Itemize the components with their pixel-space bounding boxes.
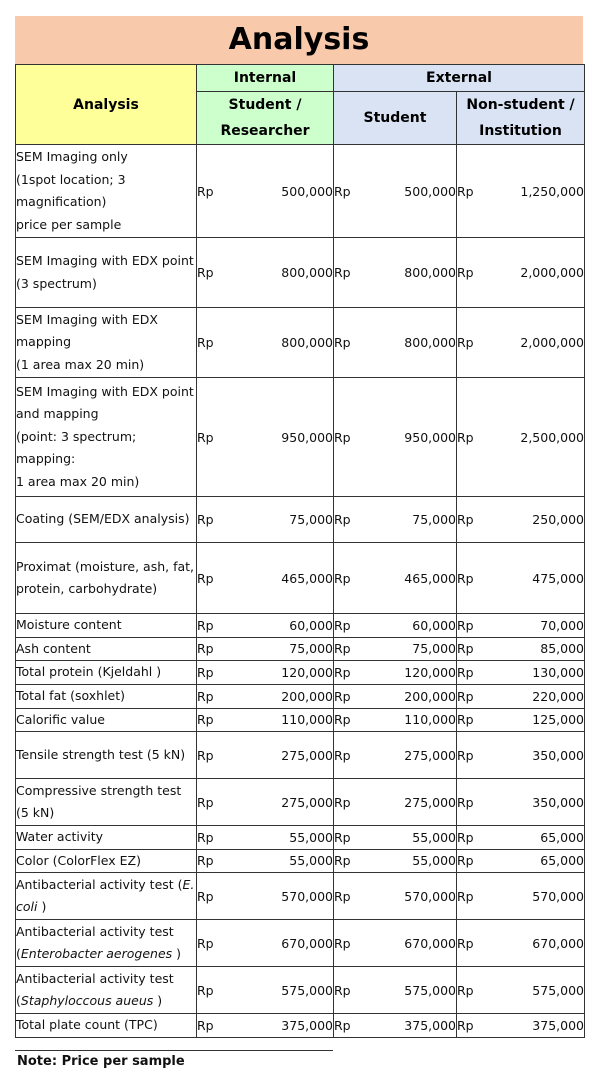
price-value: 70,000 — [540, 617, 584, 633]
price-internal-student — [197, 145, 334, 238]
price-external-student — [334, 1014, 457, 1038]
price-internal-student — [197, 967, 334, 1014]
price-internal-student — [197, 661, 334, 685]
name-text: mapping — [16, 334, 72, 350]
price-value: 350,000 — [532, 747, 584, 763]
price-value: 2,000,000 — [520, 335, 584, 350]
price-value: 200,000 — [404, 688, 456, 704]
price-value: 1,250,000 — [520, 183, 584, 199]
currency-label: Rp — [197, 982, 214, 998]
table-row — [16, 378, 585, 497]
currency-label: Rp — [334, 641, 351, 657]
note-divider — [15, 1050, 333, 1051]
price-internal-student — [197, 378, 334, 497]
currency-label: Rp — [457, 829, 474, 845]
price-value: 120,000 — [404, 665, 456, 680]
name-text: (point: 3 spectrum; mapping: — [16, 428, 137, 467]
page-title: Analysis — [15, 16, 583, 64]
name-text: ( — [16, 993, 21, 1008]
analysis-name — [16, 873, 197, 920]
price-value: 75,000 — [412, 512, 456, 527]
column-header-external-nonstudent — [457, 92, 585, 145]
header-line: Non-student / — [466, 97, 575, 113]
table-row — [16, 637, 585, 661]
currency-label: Rp — [457, 688, 474, 704]
price-value: 670,000 — [404, 935, 456, 951]
analysis-name — [16, 732, 197, 779]
currency-label: Rp — [457, 617, 474, 633]
price-value: 500,000 — [404, 183, 456, 199]
name-text: (3 spectrum) — [16, 275, 97, 291]
price-value: 125,000 — [532, 712, 584, 728]
currency-label: Rp — [457, 1017, 474, 1033]
price-value: 275,000 — [404, 794, 456, 810]
currency-label: Rp — [457, 512, 474, 527]
table-row — [16, 497, 585, 543]
price-external-student — [334, 497, 457, 543]
currency-label: Rp — [334, 747, 351, 763]
currency-label: Rp — [197, 688, 214, 704]
table-body — [16, 145, 585, 1038]
analysis-name — [16, 238, 197, 308]
currency-label: Rp — [457, 935, 474, 951]
price-external-nonstudent — [457, 685, 585, 709]
name-text: SEM Imaging with EDX point — [16, 383, 194, 399]
currency-label: Rp — [197, 853, 214, 869]
currency-label: Rp — [197, 641, 214, 657]
price-external-nonstudent — [457, 920, 585, 967]
name-text: ) — [153, 993, 163, 1008]
price-internal-student — [197, 308, 334, 378]
analysis-name — [16, 497, 197, 543]
price-internal-student — [197, 779, 334, 826]
price-value: 950,000 — [404, 429, 456, 445]
analysis-name — [16, 637, 197, 661]
species-name: Enterobacter aerogenes — [20, 946, 173, 961]
price-internal-student — [197, 637, 334, 661]
price-external-student — [334, 543, 457, 614]
price-external-student — [334, 732, 457, 779]
table-row — [16, 779, 585, 826]
price-external-student — [334, 826, 457, 850]
table-row — [16, 685, 585, 709]
price-external-nonstudent — [457, 145, 585, 238]
price-value: 350,000 — [532, 794, 584, 810]
name-text: magnification) — [16, 194, 107, 209]
currency-label: Rp — [334, 888, 351, 904]
price-value: 110,000 — [281, 712, 333, 728]
price-external-nonstudent — [457, 543, 585, 614]
price-external-nonstudent — [457, 779, 585, 826]
price-value: 130,000 — [532, 665, 584, 680]
price-value: 250,000 — [532, 512, 584, 527]
price-value: 375,000 — [281, 1017, 333, 1033]
price-value: 75,000 — [289, 512, 333, 527]
price-external-student — [334, 661, 457, 685]
price-internal-student — [197, 614, 334, 638]
currency-label: Rp — [334, 429, 351, 445]
currency-label: Rp — [197, 265, 214, 280]
price-value: 570,000 — [281, 888, 333, 904]
currency-label: Rp — [334, 853, 351, 869]
name-text: Antibacterial activity test — [16, 970, 174, 986]
price-value: 60,000 — [412, 617, 456, 633]
currency-label: Rp — [457, 665, 474, 680]
name-text: Total fat (soxhlet) — [16, 688, 126, 703]
analysis-name — [16, 145, 197, 238]
price-internal-student — [197, 849, 334, 873]
table-row — [16, 614, 585, 638]
currency-label: Rp — [334, 617, 351, 633]
table-row — [16, 849, 585, 873]
currency-label: Rp — [457, 982, 474, 998]
price-external-nonstudent — [457, 308, 585, 378]
analysis-name — [16, 1014, 197, 1038]
price-value: 75,000 — [289, 641, 333, 657]
table-row — [16, 826, 585, 850]
price-external-nonstudent — [457, 637, 585, 661]
currency-label: Rp — [334, 265, 351, 280]
currency-label: Rp — [457, 265, 474, 280]
currency-label: Rp — [197, 935, 214, 951]
table-row — [16, 145, 585, 238]
currency-label: Rp — [197, 617, 214, 633]
species-name: coli — [16, 899, 38, 914]
name-text: SEM Imaging only — [16, 149, 128, 164]
price-internal-student — [197, 920, 334, 967]
analysis-name — [16, 543, 197, 614]
name-text: Antibacterial activity test — [16, 923, 174, 939]
price-value: 570,000 — [404, 888, 456, 904]
currency-label: Rp — [197, 747, 214, 763]
name-text: price per sample — [16, 216, 122, 232]
analysis-name — [16, 661, 197, 685]
price-value: 670,000 — [281, 935, 333, 951]
analysis-name — [16, 826, 197, 850]
name-text: (1 area max 20 min) — [16, 356, 145, 372]
name-text: Coating (SEM/EDX analysis) — [16, 511, 190, 527]
currency-label: Rp — [197, 794, 214, 810]
price-value: 475,000 — [532, 570, 584, 586]
price-external-student — [334, 614, 457, 638]
table-row — [16, 308, 585, 378]
table-row — [16, 708, 585, 732]
price-external-nonstudent — [457, 614, 585, 638]
currency-label: Rp — [457, 712, 474, 728]
name-text: Tensile strength test (5 kN) — [16, 746, 186, 762]
currency-label: Rp — [457, 335, 474, 350]
name-text: Water activity — [16, 829, 103, 844]
price-value: 65,000 — [540, 829, 584, 845]
currency-label: Rp — [334, 335, 351, 350]
price-value: 110,000 — [404, 712, 456, 728]
currency-label: Rp — [197, 183, 214, 199]
price-internal-student — [197, 1014, 334, 1038]
price-external-student — [334, 378, 457, 497]
price-external-student — [334, 967, 457, 1014]
price-internal-student — [197, 873, 334, 920]
price-external-nonstudent — [457, 238, 585, 308]
name-text: 1 area max 20 min) — [16, 473, 140, 489]
price-internal-student — [197, 708, 334, 732]
currency-label: Rp — [457, 794, 474, 810]
currency-label: Rp — [197, 429, 214, 445]
column-header-analysis: Analysis — [16, 65, 197, 145]
table-row — [16, 967, 585, 1014]
header-line: Institution — [479, 123, 562, 139]
price-value: 60,000 — [289, 617, 333, 633]
price-value: 800,000 — [281, 335, 333, 350]
price-value: 2,500,000 — [520, 429, 584, 445]
currency-label: Rp — [197, 829, 214, 845]
currency-label: Rp — [334, 829, 351, 845]
price-value: 570,000 — [532, 888, 584, 904]
currency-label: Rp — [457, 183, 474, 199]
price-external-nonstudent — [457, 967, 585, 1014]
analysis-name — [16, 967, 197, 1014]
price-external-student — [334, 145, 457, 238]
price-value: 375,000 — [404, 1017, 456, 1033]
price-value: 65,000 — [540, 853, 584, 869]
name-text: Proximat (moisture, ash, fat, — [16, 558, 195, 574]
price-value: 670,000 — [532, 935, 584, 951]
table-row — [16, 732, 585, 779]
currency-label: Rp — [334, 1017, 351, 1033]
price-external-student — [334, 920, 457, 967]
currency-label: Rp — [457, 570, 474, 586]
name-text: ) — [37, 899, 47, 914]
currency-label: Rp — [197, 712, 214, 728]
price-value: 800,000 — [404, 265, 456, 280]
price-value: 55,000 — [289, 829, 333, 845]
name-text: SEM Imaging with EDX — [16, 311, 158, 327]
analysis-name — [16, 920, 197, 967]
price-external-nonstudent — [457, 1014, 585, 1038]
price-external-student — [334, 685, 457, 709]
price-value: 375,000 — [532, 1017, 584, 1033]
price-internal-student — [197, 543, 334, 614]
name-text: (1spot location; 3 — [16, 171, 126, 187]
price-external-student — [334, 779, 457, 826]
table-row — [16, 543, 585, 614]
price-table — [15, 64, 585, 1038]
price-external-nonstudent — [457, 661, 585, 685]
price-value: 465,000 — [281, 570, 333, 586]
price-value: 55,000 — [412, 853, 456, 869]
table-row — [16, 238, 585, 308]
price-value: 2,000,000 — [520, 265, 584, 280]
analysis-name — [16, 779, 197, 826]
price-external-nonstudent — [457, 497, 585, 543]
price-value: 575,000 — [281, 982, 333, 998]
name-text: Moisture content — [16, 617, 122, 632]
currency-label: Rp — [457, 888, 474, 904]
price-value: 220,000 — [532, 688, 584, 704]
analysis-name — [16, 308, 197, 378]
analysis-name — [16, 708, 197, 732]
price-value: 55,000 — [289, 853, 333, 869]
table-row — [16, 1014, 585, 1038]
table-row — [16, 661, 585, 685]
currency-label: Rp — [457, 641, 474, 657]
price-value: 800,000 — [404, 335, 456, 350]
name-text: ) — [172, 946, 182, 961]
currency-label: Rp — [197, 570, 214, 586]
analysis-name — [16, 685, 197, 709]
price-internal-student — [197, 732, 334, 779]
column-group-external: External — [334, 65, 585, 92]
price-external-nonstudent — [457, 826, 585, 850]
footnote: Note: Price per sample — [17, 1054, 185, 1069]
price-value: 500,000 — [281, 183, 333, 199]
price-internal-student — [197, 497, 334, 543]
price-value: 800,000 — [281, 265, 333, 280]
name-text: Total protein (Kjeldahl ) — [16, 664, 162, 680]
species-name: Staphyloccous aueus — [20, 993, 154, 1008]
currency-label: Rp — [457, 429, 474, 445]
price-internal-student — [197, 238, 334, 308]
price-external-student — [334, 849, 457, 873]
price-external-student — [334, 238, 457, 308]
price-external-nonstudent — [457, 873, 585, 920]
column-header-internal-student — [197, 92, 334, 145]
price-external-nonstudent — [457, 849, 585, 873]
species-name: E. — [182, 876, 195, 892]
price-value: 275,000 — [281, 794, 333, 810]
currency-label: Rp — [334, 712, 351, 728]
analysis-name — [16, 614, 197, 638]
analysis-name — [16, 849, 197, 873]
currency-label: Rp — [197, 1017, 214, 1033]
currency-label: Rp — [197, 512, 214, 527]
header-line: Student / — [228, 97, 302, 113]
name-text: ( — [16, 946, 21, 961]
currency-label: Rp — [334, 935, 351, 951]
column-header-external-student: Student — [334, 92, 457, 145]
price-value: 575,000 — [532, 982, 584, 998]
price-internal-student — [197, 826, 334, 850]
price-value: 275,000 — [404, 747, 456, 763]
analysis-name — [16, 378, 197, 497]
name-text: Color (ColorFlex EZ) — [16, 852, 141, 868]
name-text: SEM Imaging with EDX point — [16, 253, 194, 268]
price-external-student — [334, 637, 457, 661]
name-text: (5 kN) — [16, 805, 55, 820]
currency-label: Rp — [334, 794, 351, 810]
table-row — [16, 873, 585, 920]
name-text: Calorific value — [16, 711, 105, 727]
price-value: 575,000 — [404, 982, 456, 998]
currency-label: Rp — [197, 888, 214, 904]
table-row — [16, 920, 585, 967]
currency-label: Rp — [457, 853, 474, 869]
currency-label: Rp — [197, 335, 214, 350]
currency-label: Rp — [334, 665, 351, 680]
price-value: 465,000 — [404, 570, 456, 586]
currency-label: Rp — [334, 982, 351, 998]
price-value: 75,000 — [412, 641, 456, 657]
currency-label: Rp — [457, 747, 474, 763]
price-external-nonstudent — [457, 732, 585, 779]
name-text: Ash content — [16, 640, 91, 656]
name-text: Total plate count (TPC) — [16, 1017, 158, 1032]
price-value: 950,000 — [281, 429, 333, 445]
name-text: Antibacterial activity test ( — [16, 876, 183, 892]
name-text: protein, carbohydrate) — [16, 581, 158, 596]
header-line: Researcher — [220, 123, 310, 139]
currency-label: Rp — [334, 512, 351, 527]
price-external-student — [334, 708, 457, 732]
price-external-student — [334, 873, 457, 920]
header-row-groups — [16, 65, 585, 92]
name-text: Compressive strength test — [16, 782, 182, 798]
price-value: 55,000 — [412, 829, 456, 845]
currency-label: Rp — [197, 665, 214, 680]
column-group-internal: Internal — [197, 65, 334, 92]
price-internal-student — [197, 685, 334, 709]
price-external-nonstudent — [457, 708, 585, 732]
price-value: 275,000 — [281, 747, 333, 763]
price-external-student — [334, 308, 457, 378]
price-external-nonstudent — [457, 378, 585, 497]
currency-label: Rp — [334, 183, 351, 199]
currency-label: Rp — [334, 570, 351, 586]
currency-label: Rp — [334, 688, 351, 704]
name-text: and mapping — [16, 406, 99, 422]
price-value: 200,000 — [281, 688, 333, 704]
price-value: 85,000 — [540, 641, 584, 657]
price-value: 120,000 — [281, 665, 333, 680]
